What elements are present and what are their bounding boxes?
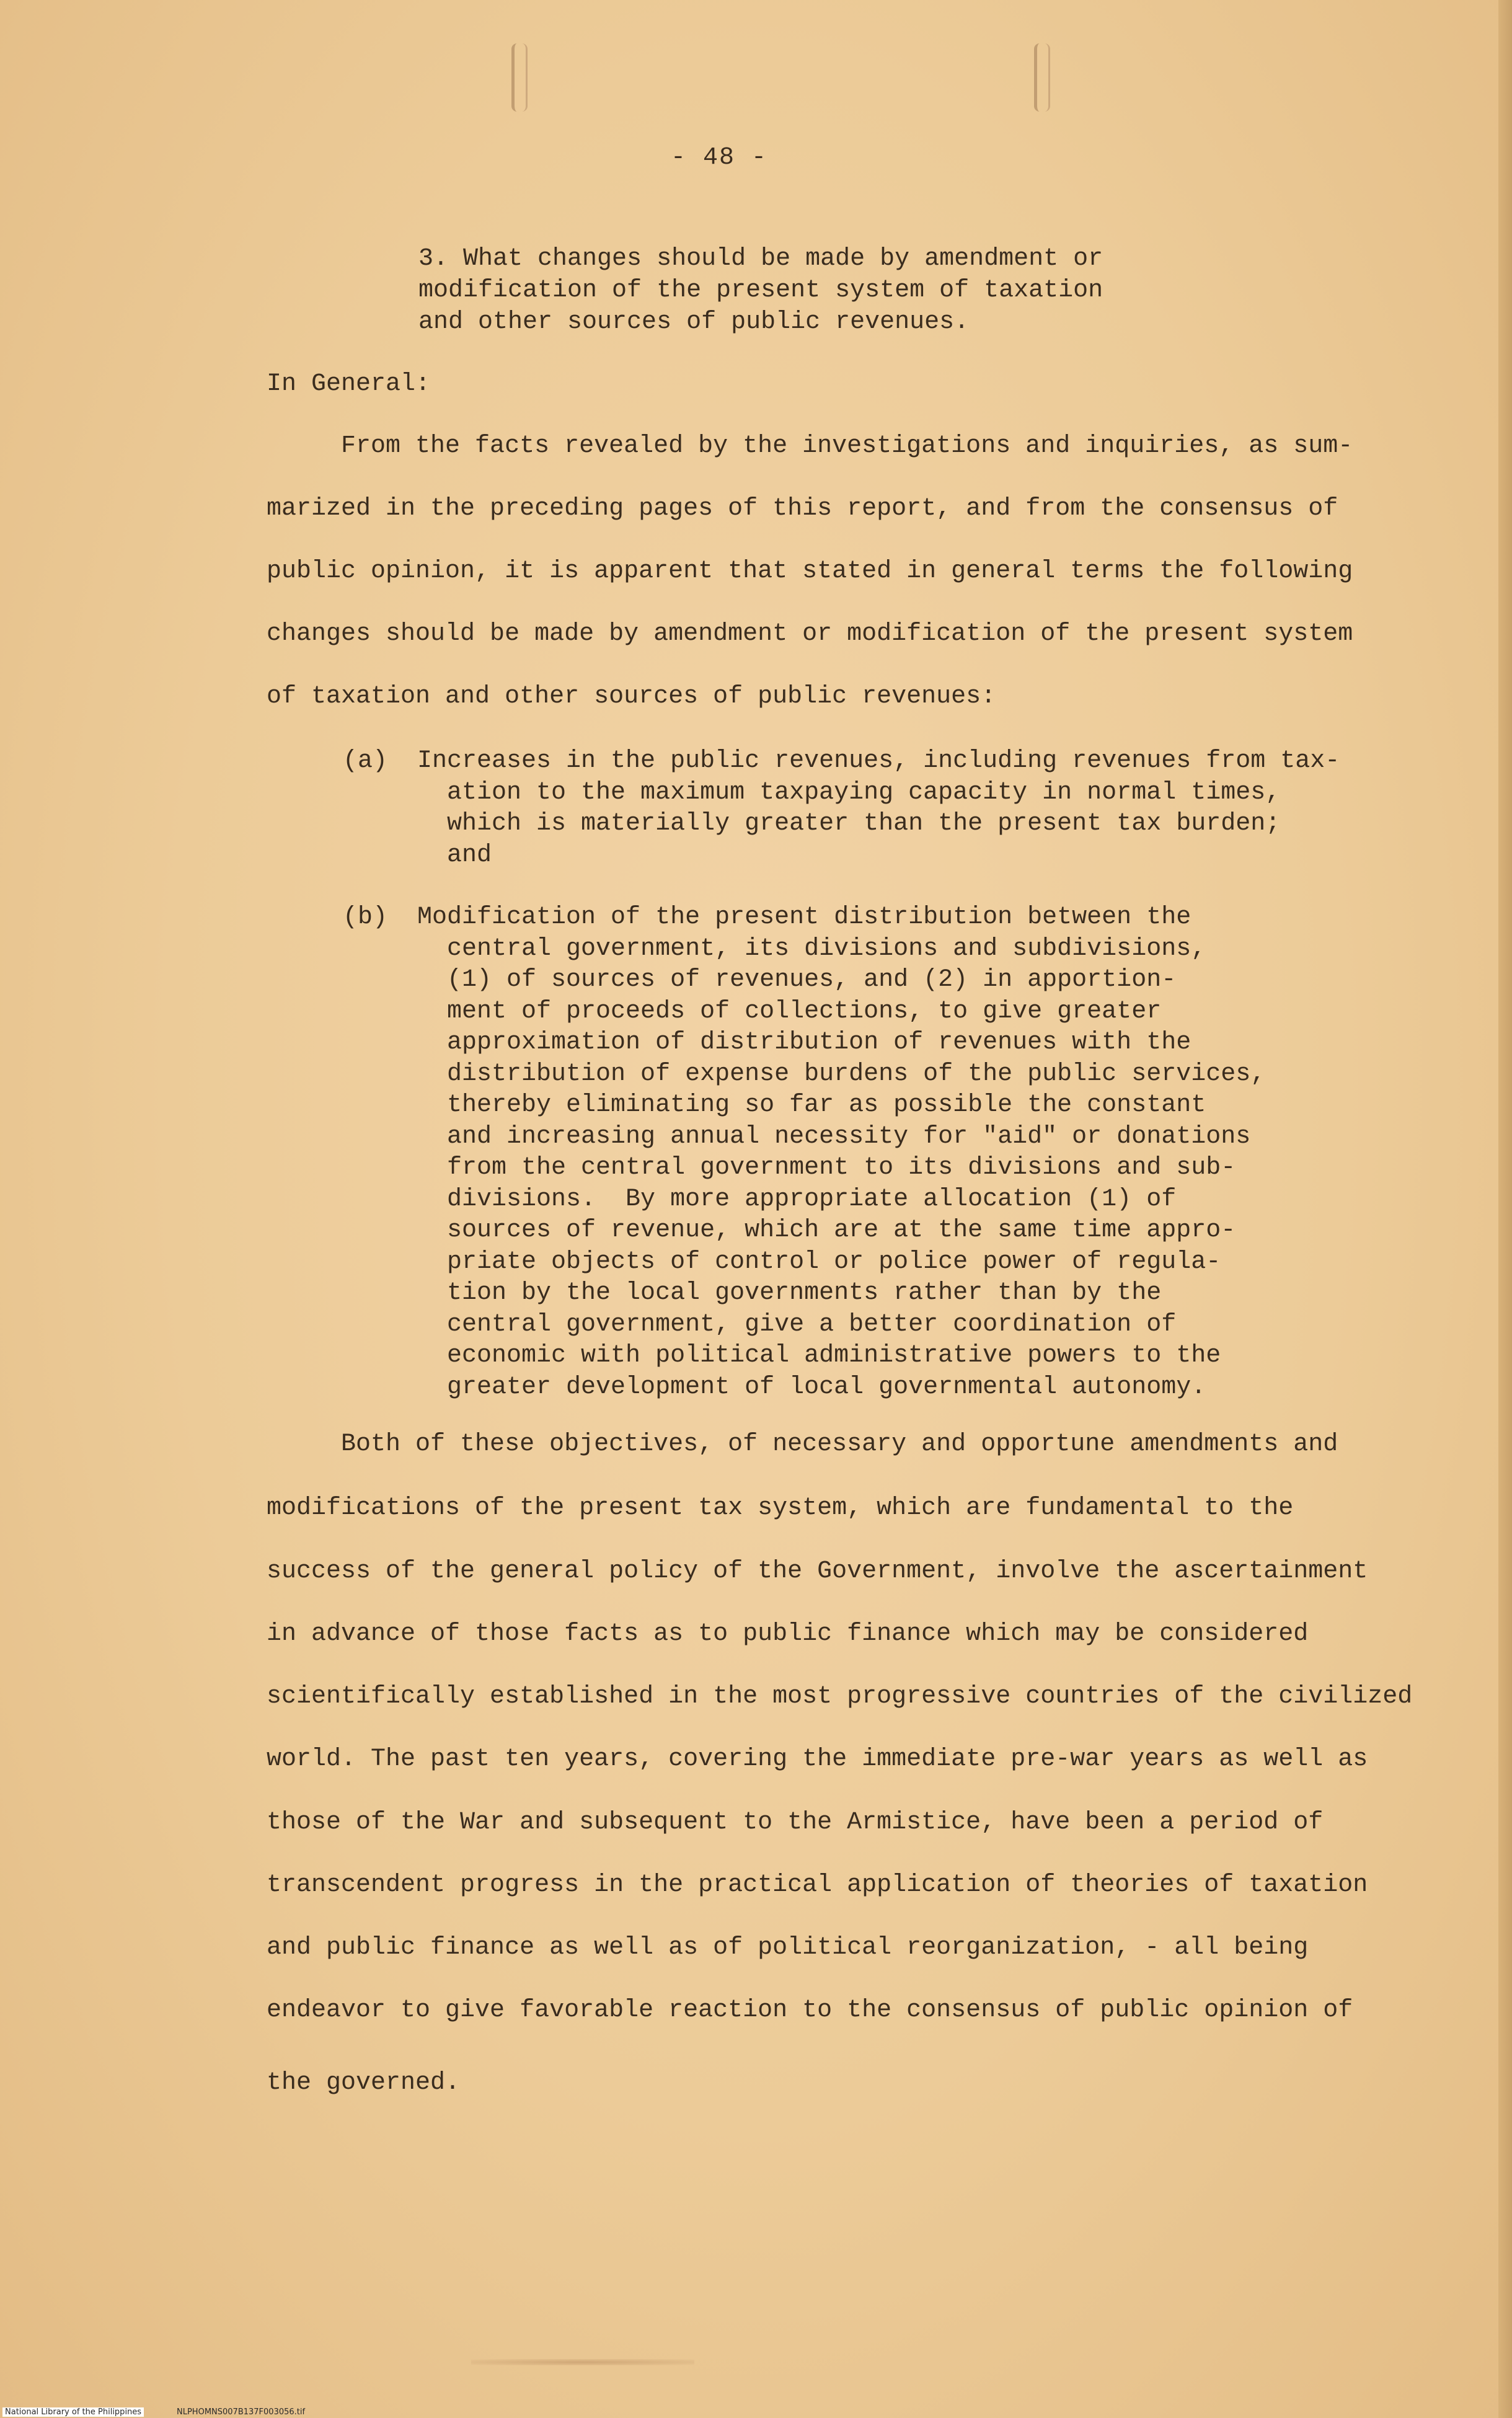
question-block xyxy=(418,243,1224,338)
intro-line: marized in the preceding pages of this report, and from the consensus of xyxy=(267,495,1338,523)
closing-line: those of the War and subsequent to the Armistice, have been a period of xyxy=(267,1809,1324,1836)
list-item-line: thereby eliminating so far as possible the constant xyxy=(417,1091,1206,1119)
page-number: - 48 - xyxy=(670,144,768,172)
question-line: modification of the present system of taxation xyxy=(418,277,1103,304)
intro-line: From the facts revealed by the investigations and inquiries, as sum- xyxy=(267,432,1353,460)
section-heading: In General: xyxy=(267,370,431,398)
closing-line: the governed. xyxy=(267,2069,461,2097)
intro-line: public opinion, it is apparent that stated in general terms the following xyxy=(267,557,1353,585)
list-item-line: ation to the maximum taxpaying capacity in normal times, xyxy=(417,778,1281,807)
list-item-line: sources of revenue, which are at the same time appro- xyxy=(417,1216,1236,1244)
intro-line: changes should be made by amendment or modification of the present system xyxy=(267,620,1353,648)
list-item-line: divisions. By more appropriate allocation (1) of xyxy=(417,1185,1177,1213)
list-item-line: central government, give a better coordination of xyxy=(417,1310,1177,1339)
staple-mark xyxy=(511,43,528,112)
closing-line: modifications of the present tax system, which are fundamental to the xyxy=(267,1494,1294,1522)
list-item-line: from the central government to its divisions and sub- xyxy=(417,1154,1236,1182)
page-edge xyxy=(1498,0,1512,2418)
list-marker: (b) xyxy=(343,903,388,931)
question-line: 3. What changes should be made by amendment or xyxy=(418,245,1103,273)
list-item-line: and xyxy=(417,841,492,869)
intro-line: of taxation and other sources of public revenues: xyxy=(267,683,996,711)
closing-line: in advance of those facts as to public finance which may be considered xyxy=(267,1620,1309,1648)
list-item-line: Increases in the public revenues, including revenues from tax- xyxy=(417,747,1340,775)
closing-line: world. The past ten years, covering the immediate pre-war years as well as xyxy=(267,1745,1368,1773)
list-item-line: approximation of distribution of revenues with the xyxy=(417,1029,1191,1056)
list-item-line: economic with political administrative powers to the xyxy=(417,1342,1221,1370)
list-item-line: tion by the local governments rather than by the xyxy=(417,1279,1162,1307)
list-item-line: ment of proceeds of collections, to give greater xyxy=(417,997,1162,1025)
list-marker: (a) xyxy=(343,747,388,775)
paper-smudge xyxy=(471,2359,694,2365)
list-item-line: (1) of sources of revenues, and (2) in apportion- xyxy=(417,966,1177,994)
closing-line: success of the general policy of the Government, involve the ascertainment xyxy=(267,1557,1368,1585)
list-item-line: which is materially greater than the present tax burden; xyxy=(417,810,1281,838)
staple-mark xyxy=(1034,43,1050,112)
archive-footer-file-id: NLPHOMNS007B137F003056.tif xyxy=(177,2407,306,2417)
closing-line: Both of these objectives, of necessary and opportune amendments and xyxy=(267,1430,1338,1458)
list-item-line: priate objects of control or police power of regula- xyxy=(417,1247,1221,1276)
list-item-line: Modification of the present distribution between the xyxy=(417,903,1191,931)
closing-line: endeavor to give favorable reaction to the consensus of public opinion of xyxy=(267,1996,1353,2024)
closing-line: and public finance as well as of political reorganization, - all being xyxy=(267,1934,1309,1962)
closing-line: scientifically established in the most progressive countries of the civilized xyxy=(267,1683,1413,1711)
closing-line: transcendent progress in the practical application of theories of taxation xyxy=(267,1871,1368,1899)
list-item-line: central government, its divisions and subdivisions, xyxy=(417,934,1206,963)
list-item-b xyxy=(343,902,1397,1403)
archive-footer-library: National Library of the Philippines xyxy=(2,2407,144,2417)
list-item-line: greater development of local governmental autonomy. xyxy=(417,1373,1206,1401)
list-item-a xyxy=(343,746,1397,871)
list-item-line: and increasing annual necessity for "aid" or donations xyxy=(417,1122,1251,1151)
list-item-line: distribution of expense burdens of the public services, xyxy=(417,1060,1266,1088)
question-line: and other sources of public revenues. xyxy=(418,308,970,336)
